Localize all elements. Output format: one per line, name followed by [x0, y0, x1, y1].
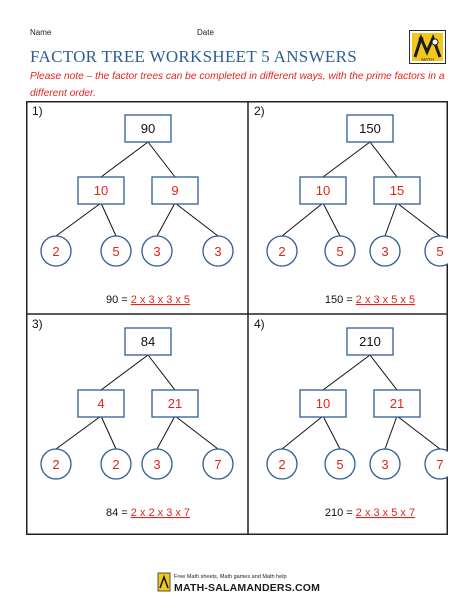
equation-answer: 2 x 3 x 5 x 7	[355, 507, 416, 519]
tree-branch	[323, 203, 340, 236]
prime-factor: 5	[436, 244, 444, 259]
tree-branch	[385, 416, 397, 449]
tree-branch	[323, 142, 370, 177]
root-number: 84	[140, 334, 156, 349]
equation-answer: 2 x 3 x 3 x 5	[130, 294, 191, 306]
prime-factor: 2	[52, 244, 60, 259]
prime-factor: 3	[153, 244, 161, 259]
tree-branch	[282, 416, 323, 449]
date-label: Date	[197, 28, 214, 37]
tree-branch	[101, 142, 148, 177]
equation-prefix: 150 =	[324, 294, 356, 306]
factorization-equation	[106, 507, 190, 519]
equation-answer: 2 x 3 x 5 x 5	[355, 294, 416, 306]
tree-branch	[370, 355, 397, 390]
footer-tagline: Free Math sheets, Math games and Math help	[174, 574, 287, 580]
tree-branch	[323, 355, 370, 390]
prime-factor: 2	[52, 457, 60, 472]
tree-branch	[101, 203, 116, 236]
equation-prefix: 210 =	[324, 507, 356, 519]
prime-factor: 2	[112, 457, 120, 472]
tree-branch	[385, 203, 397, 236]
problem-number: 1)	[32, 104, 43, 118]
tree-branch	[370, 142, 397, 177]
equation-prefix: 84 =	[105, 507, 131, 519]
tree-branch	[397, 203, 440, 236]
tree-branch	[175, 203, 218, 236]
tree-branch	[148, 355, 175, 390]
tree-branch	[282, 203, 323, 236]
worksheet-grid	[26, 101, 448, 535]
math-salamanders-logo-icon	[409, 30, 446, 64]
prime-factor: 5	[112, 244, 120, 259]
tree-branch	[148, 142, 175, 177]
prime-factor: 3	[381, 457, 389, 472]
answer-note: Please note – the factor trees can be completed in different ways, with the prime factors in a different order.	[30, 71, 445, 99]
right-factor: 21	[167, 396, 183, 411]
tree-branch	[56, 203, 101, 236]
prime-factor: 3	[381, 244, 389, 259]
equation-prefix: 90 =	[105, 294, 131, 306]
root-number: 90	[140, 121, 156, 136]
tree-branch	[157, 416, 175, 449]
tree-branch	[101, 355, 148, 390]
prime-factor: 7	[436, 457, 444, 472]
footer-logo	[150, 568, 330, 598]
problem-number: 3)	[32, 317, 43, 331]
problem-number: 2)	[254, 104, 265, 118]
left-factor: 10	[315, 396, 331, 411]
left-factor: 10	[93, 183, 109, 198]
left-factor: 10	[315, 183, 331, 198]
root-number: 150	[359, 121, 381, 136]
prime-factor: 2	[278, 457, 286, 472]
prime-factor: 3	[153, 457, 161, 472]
prime-factor: 7	[214, 457, 222, 472]
factorization-equation	[325, 507, 415, 519]
tree-branch	[56, 416, 101, 449]
footer-site: MATH-SALAMANDERS.COM	[174, 582, 321, 594]
name-label: Name	[30, 28, 52, 37]
factorization-equation	[106, 294, 190, 306]
prime-factor: 5	[336, 244, 344, 259]
root-number: 210	[359, 334, 381, 349]
tree-branch	[323, 416, 340, 449]
tree-branch	[397, 416, 440, 449]
problem-number: 4)	[254, 317, 265, 331]
equation-answer: 2 x 2 x 3 x 7	[130, 507, 191, 519]
prime-factor: 3	[214, 244, 222, 259]
tree-branch	[157, 203, 175, 236]
right-factor: 21	[389, 396, 405, 411]
right-factor: 15	[389, 183, 405, 198]
tree-branch	[175, 416, 218, 449]
right-factor: 9	[171, 183, 179, 198]
tree-branch	[101, 416, 116, 449]
left-factor: 4	[97, 396, 105, 411]
page-title: FACTOR TREE WORKSHEET 5 ANSWERS	[30, 47, 357, 66]
logo-text: MATH	[421, 57, 434, 62]
prime-factor: 2	[278, 244, 286, 259]
prime-factor: 5	[336, 457, 344, 472]
factorization-equation	[325, 294, 415, 306]
